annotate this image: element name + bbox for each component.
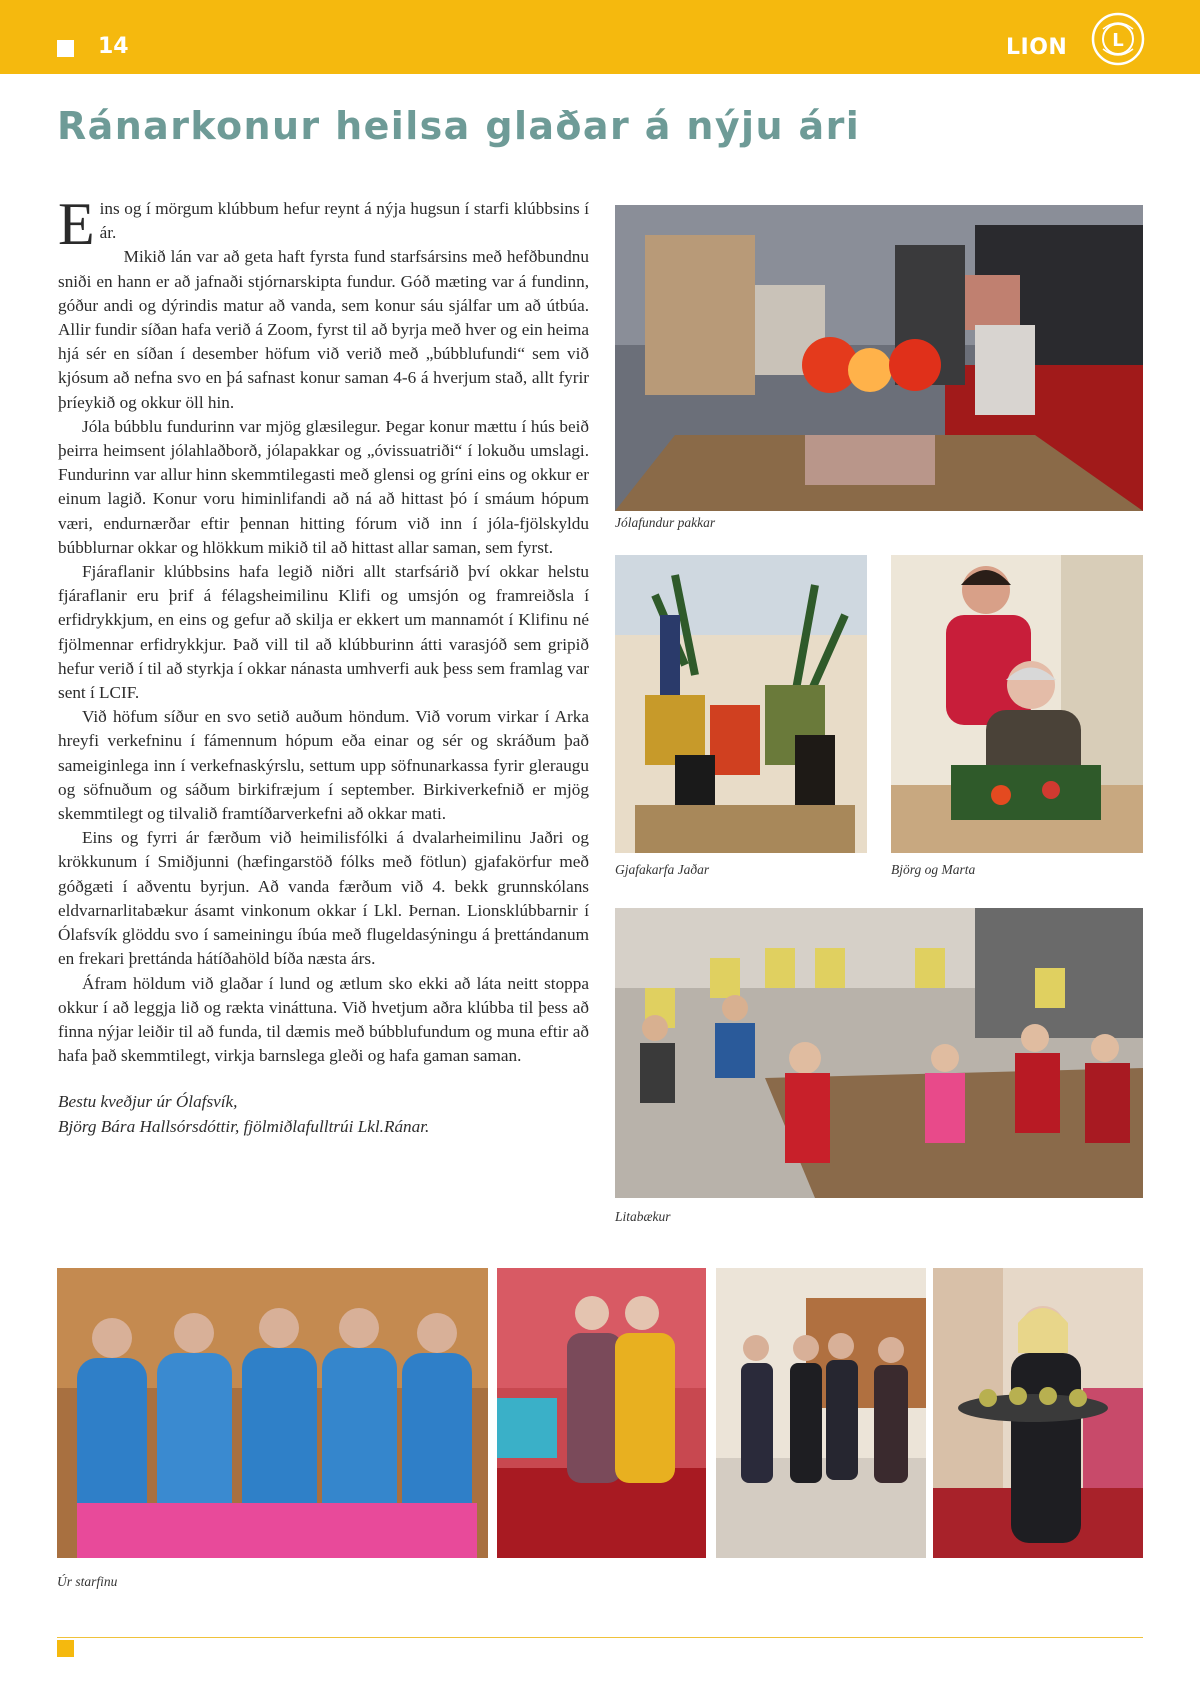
photo-woman-with-tray [933,1268,1143,1558]
article-paragraph: Eins og í mörgum klúbbum hefur reynt á nýja hugsun í starfi klúbbsins í ár. [58,191,589,257]
photo-two-women [891,555,1143,853]
article-paragraph: Eins og fyrri ár færðum við heimilisfólki á dvalarheimilinu Jaðri og krökkunum í Smiðjunni (hæfingarstöð fólks með fötlun) gjafakörfur með góðgæti í aðventu byrjun. Að vanda færðum við 4. bekk grunnskólans eldvarnarlitabækur ásamt vinkonum okkar í Lkl. Þernan. Lionsklúbbarnir í Ólafsvík glöddu svo í sameiningu íbúa með flugeldasýningu á þrettándanum en frekari þrettánda hátíðahöld bíða næsta árs. [58,828,589,969]
photo-women-in-aprons [57,1268,488,1558]
photo-gift-basket [615,555,867,853]
page-number: 14 [98,34,129,59]
photo-four-women [716,1268,926,1558]
drop-cap: E [58,191,95,257]
footer-square-marker [57,1640,74,1657]
photo-christmas-packages [615,205,1143,511]
svg-text:L: L [1112,30,1124,51]
article-paragraph: Mikið lán var að geta haft fyrsta fund starfsársins með hefðbundnu sniði en hann er að jafnaði stjórnarskipta fundur. Góð mæting var á fundinn, góður andi og dýrindis matur að vanda, sem konur sáu sjálfar um að útbúa. Allir fundir síðan hafa verið á Zoom, fyrst til að byrja með hver og ein heima hjá sér en síðan í desember höfum við verið með „búbblufundi“ sem við kjósum að nefna svo en þá safnast konur saman 4-6 á hverjum stað, allt fyrir þríeykið og okkur öll hin. [58,247,589,412]
signoff-greeting: Bestu kveðjur úr Ólafsvík, [58,1092,238,1112]
article-paragraph: Fjáraflanir klúbbsins hafa legið niðri allt starfsárið því okkar helstu fjáraflanir eru þrif á félagsheimilinu Klifi og umsjón og framreiðsla í erfidrykkjum, en eins og gefur að skilja er ekkert um mannamót í Klifinu né fjölmennar erfidrykkjur. Það vill til að klúbburinn átti varasjóð sem gripið hefur verið í til að styrkja í okkar nánasta umhverfi auk þess sem framlag var sent í LCIF. [58,562,589,703]
article-paragraph: Við höfum síður en svo setið auðum höndum. Við vorum virkar í Arka hreyfi verkefninu í fámennum hópum eða einar og sér og skráðum það sameiginlega inn í verkefnaskýrslu, settum upp söfnunarkassa fyrir gleraugu og söfnuðum og sáðum birkifræjum í september. Birkiverkefnið er mjög skemmtilegt og tilvalið framtíðarverkefni að okkar mati. [58,707,589,824]
article-paragraph: Jóla búbblu fundurinn var mjög glæsilegur. Þegar konur mættu í hús beið þeirra heimsent jólahlaðborð, jólapakkar og „óvissuatriði“ í lokuðu umslagi. Fundurinn var allur hinn skemmtilegasti með glensi og gríni eins og okkur er einum lagið. Konur voru himinlifandi að ná að hittast þó í smáum hópum væri, endurnærðar eftir þennan hitting fórum við inn í jóla-fjölskyldu búbblurnar okkar og hlökkum mikið til að hittast allar saman, sem fyrst. [58,416,589,557]
footer-rule [57,1637,1143,1638]
caption-bottom-photos: Úr starfinu [57,1574,118,1589]
photo-two-women-standing [497,1268,706,1558]
caption-photo4: Litabækur [615,1209,671,1224]
article-title: Ránarkonur heilsa glaðar á nýju ári [57,104,861,148]
page-header [0,0,1200,74]
caption-photo2: Gjafakarfa Jaðar [615,862,710,877]
article-paragraph: Áfram höldum við glaðar í lund og ætlum sko ekki að láta neitt stoppa okkur í að leggja lið og rækta vináttuna. Við hvetjum aðra klúbba til þess að finna nýjar leiðir til að funda, til dæmis með búbblufundum og muna eftir að hafa það skemmtilegt, virkja barnslega gleði og hafa gaman saman. [58,973,589,1066]
magazine-name: LION [1006,35,1068,60]
signoff-author: Björg Bára Hallsórsdóttir, fjölmiðlafulltrúi Lkl.Ránar. [58,1116,430,1136]
caption-photo3: Björg og Marta [891,862,976,877]
caption-photo1: Jólafundur pakkar [615,515,716,530]
signoff [58,1090,589,1138]
article-body [58,191,589,1139]
photo-children-coloring-books [615,908,1143,1198]
header-square-marker [57,40,74,57]
lions-club-emblem-icon [1091,12,1145,66]
